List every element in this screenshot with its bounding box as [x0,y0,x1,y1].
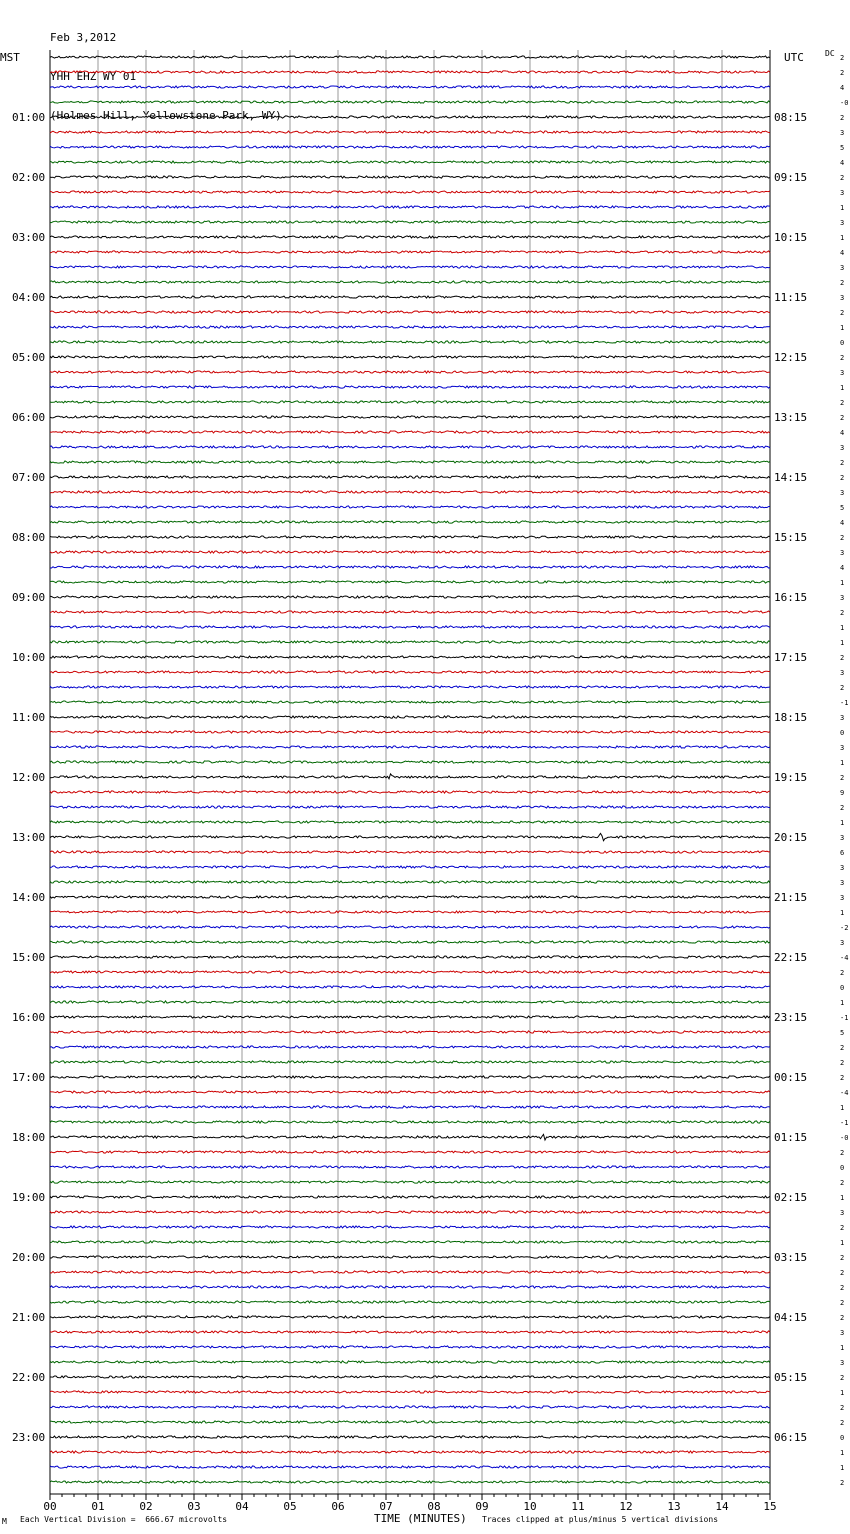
dc-offset-label: -0 [840,99,849,107]
seismic-trace [50,176,770,178]
seismic-trace [50,806,770,808]
seismic-trace [50,761,770,763]
seismic-trace [50,146,770,148]
seismic-trace [50,911,770,913]
seismic-trace [50,881,770,883]
seismic-trace [50,1316,770,1318]
seismic-trace [50,131,770,133]
seismic-trace [50,1331,770,1333]
dc-offset-label: 1 [840,639,845,647]
seismic-trace [50,236,770,238]
hour-label-left: 08:00 [12,531,46,544]
seismic-trace [50,86,770,88]
seismic-trace [50,821,770,823]
seismic-trace [50,1061,770,1063]
seismic-trace [50,566,770,568]
seismic-trace [50,1466,770,1468]
dc-offset-label: 3 [840,594,845,602]
dc-offset-label: 1 [840,1239,845,1247]
dc-offset-label: 4 [840,249,845,257]
dc-offset-label: 0 [840,339,845,347]
seismic-trace [50,1181,770,1183]
seismic-trace [50,1151,770,1153]
seismic-trace [50,356,770,358]
x-tick-label: 09 [475,1500,489,1513]
hour-label-right: 10:15 [774,231,808,244]
x-axis-title: TIME (MINUTES) [374,1512,467,1525]
hour-label-left: 07:00 [12,471,46,484]
hour-label-left: 06:00 [12,411,46,424]
seismic-trace [50,833,770,840]
seismic-trace [50,774,770,779]
dc-offset-label: 2 [840,534,845,542]
seismic-trace [50,731,770,733]
seismic-trace [50,866,770,868]
hour-label-left: 13:00 [12,831,46,844]
hour-label-left: 15:00 [12,951,46,964]
hour-label-right: 16:15 [774,591,808,604]
seismic-trace [50,1301,770,1303]
hour-label-right: 15:15 [774,531,808,544]
dc-offset-label: 2 [840,174,845,182]
seismic-trace [50,521,770,523]
x-tick-label: 06 [331,1500,345,1513]
left-timezone-label: MST [0,51,20,64]
dc-offset-label: 1 [840,999,845,1007]
seismic-trace [50,1286,770,1288]
x-tick-label: 03 [187,1500,201,1513]
dc-offset-label: 1 [840,1449,845,1457]
dc-offset-label: 3 [840,744,845,752]
dc-offset-label: 1 [840,909,845,917]
seismic-trace [50,956,770,958]
dc-offset-label: 3 [840,189,845,197]
seismic-trace [50,1376,770,1378]
dc-offset-label: -0 [840,1134,849,1142]
right-timezone-label: UTC [784,51,804,64]
dc-offset-label: 2 [840,1254,845,1262]
hour-label-left: 21:00 [12,1311,46,1324]
hour-label-left: 11:00 [12,711,46,724]
seismic-trace [50,971,770,973]
dc-offset-label: 2 [840,1149,845,1157]
dc-offset-label: 3 [840,894,845,902]
dc-offset-label: 2 [840,1044,845,1052]
seismic-trace [50,296,770,298]
dc-offset-label: -1 [840,699,849,707]
seismic-trace [50,716,770,718]
dc-offset-label: 2 [840,1224,845,1232]
x-tick-label: 14 [715,1500,729,1513]
hour-label-left: 22:00 [12,1371,46,1384]
hour-label-left: 19:00 [12,1191,46,1204]
dc-offset-label: 2 [840,474,845,482]
seismic-trace [50,1346,770,1348]
dc-offset-label: 2 [840,279,845,287]
dc-offset-label: 1 [840,324,845,332]
dc-offset-label: 1 [840,1389,845,1397]
seismic-trace [50,266,770,268]
station-location: (Holmes Hill, Yellowstone Park, WY) [50,109,282,122]
chart-date: Feb 3,2012 [50,31,117,44]
x-tick-label: 10 [523,1500,537,1513]
dc-offset-label: 4 [840,429,845,437]
hour-label-left: 03:00 [12,231,46,244]
seismic-trace [50,596,770,598]
dc-offset-label: 0 [840,729,845,737]
seismic-trace [50,56,770,58]
hour-label-right: 18:15 [774,711,808,724]
hour-label-left: 09:00 [12,591,46,604]
seismic-trace [50,551,770,553]
seismic-trace [50,101,770,103]
dc-offset-label: 0 [840,1164,845,1172]
seismic-trace [50,851,770,853]
x-tick-label: 08 [427,1500,441,1513]
hour-label-right: 14:15 [774,471,808,484]
dc-offset-label: 3 [840,714,845,722]
seismic-trace [50,656,770,658]
dc-offset-label: 3 [840,219,845,227]
seismic-trace [50,611,770,613]
x-tick-label: 05 [283,1500,297,1513]
hour-label-right: 22:15 [774,951,808,964]
dc-offset-label: 9 [840,789,845,797]
dc-offset-label: 1 [840,1464,845,1472]
hour-label-left: 01:00 [12,111,46,124]
hour-label-left: 10:00 [12,651,46,664]
x-tick-label: 02 [139,1500,153,1513]
seismic-trace [50,791,770,793]
dc-offset-label: 3 [840,549,845,557]
seismic-trace [50,1016,770,1018]
seismic-trace [50,431,770,433]
dc-offset-label: 5 [840,1029,845,1037]
hour-label-left: 23:00 [12,1431,46,1444]
seismic-trace [50,461,770,463]
seismic-trace [50,161,770,163]
dc-offset-label: 2 [840,54,845,62]
dc-offset-label: 6 [840,849,845,857]
seismic-trace [50,1121,770,1123]
seismic-trace [50,986,770,988]
hour-label-left: 02:00 [12,171,46,184]
hour-label-left: 16:00 [12,1011,46,1024]
seismic-trace [50,1106,770,1108]
seismic-trace [50,1031,770,1033]
dc-offset-label: -1 [840,1119,849,1127]
seismic-trace [50,326,770,328]
dc-offset-label: 2 [840,1479,845,1487]
hour-label-right: 20:15 [774,831,808,844]
seismic-trace [50,1076,770,1078]
seismic-trace [50,1166,770,1168]
hour-label-right: 12:15 [774,351,808,364]
dc-offset-label: 4 [840,564,845,572]
seismic-trace [50,1451,770,1453]
seismic-trace [50,1406,770,1408]
seismic-trace [50,671,770,673]
dc-offset-label: 5 [840,504,845,512]
dc-offset-label: 3 [840,879,845,887]
x-tick-label: 11 [571,1500,585,1513]
dc-offset-label: 2 [840,1059,845,1067]
dc-offset-label: 3 [840,369,845,377]
dc-offset-label: 2 [840,414,845,422]
dc-offset-label: 2 [840,1179,845,1187]
dc-offset-label: 3 [840,939,845,947]
seismic-trace [50,1134,770,1140]
hour-label-right: 21:15 [774,891,808,904]
dc-offset-label: 1 [840,384,845,392]
hour-label-left: 14:00 [12,891,46,904]
x-tick-label: 07 [379,1500,393,1513]
seismic-trace [50,506,770,508]
dc-offset-label: 3 [840,444,845,452]
seismic-trace [50,386,770,388]
seismic-trace [50,206,770,208]
seismic-trace [50,1091,770,1093]
dc-offset-label: 0 [840,984,845,992]
dc-offset-label: 1 [840,624,845,632]
hour-label-right: 19:15 [774,771,808,784]
dc-offset-label: 1 [840,759,845,767]
seismic-trace [50,641,770,643]
scale-note: Each Vertical Division = 666.67 microvolts [20,1515,228,1524]
dc-offset-label: 1 [840,1104,845,1112]
seismic-trace [50,896,770,898]
x-tick-label: 00 [43,1500,57,1513]
seismic-trace [50,476,770,478]
dc-offset-label: 5 [840,144,845,152]
seismic-trace [50,1211,770,1213]
dc-offset-label: 1 [840,234,845,242]
dc-offset-label: 2 [840,1284,845,1292]
hour-label-right: 17:15 [774,651,808,664]
dc-offset-label: 4 [840,159,845,167]
dc-offset-label: 3 [840,264,845,272]
hour-label-left: 05:00 [12,351,46,364]
station-code: YHH EHZ WY 01 [50,70,137,83]
seismic-trace [50,191,770,193]
seismic-trace [50,281,770,283]
dc-offset-label: 2 [840,1374,845,1382]
dc-offset-label: 2 [840,309,845,317]
dc-offset-label: 4 [840,519,845,527]
hour-label-left: 17:00 [12,1071,46,1084]
seismic-trace [50,1241,770,1243]
dc-offset-label: 2 [840,69,845,77]
seismic-trace [50,311,770,313]
seismic-trace [50,1391,770,1393]
x-tick-label: 13 [667,1500,681,1513]
seismic-trace [50,941,770,943]
seismic-trace [50,221,770,223]
seismic-trace [50,701,770,703]
hour-label-right: 03:15 [774,1251,808,1264]
dc-offset-label: 3 [840,294,845,302]
hour-label-right: 11:15 [774,291,808,304]
dc-offset-label: 3 [840,669,845,677]
dc-offset-label: 2 [840,1419,845,1427]
dc-offset-label: -2 [840,924,849,932]
dc-offset-label: 4 [840,84,845,92]
seismic-trace [50,1256,770,1258]
dc-offset-label: 3 [840,864,845,872]
seismic-trace [50,341,770,343]
clip-note: Traces clipped at plus/minus 5 vertical divisions [482,1515,719,1524]
seismic-trace [50,446,770,448]
seismic-trace [50,1271,770,1273]
dc-offset-label: 3 [840,129,845,137]
dc-offset-label: 3 [840,489,845,497]
seismic-trace [50,116,770,118]
dc-offset-label: 1 [840,1344,845,1352]
dc-column-label: DC [825,49,835,58]
dc-offset-label: 2 [840,774,845,782]
hour-label-right: 01:15 [774,1131,808,1144]
dc-offset-label: 3 [840,834,845,842]
seismic-trace [50,536,770,538]
hour-label-right: 13:15 [774,411,808,424]
dc-offset-label: 3 [840,1359,845,1367]
seismic-trace [50,251,770,253]
seismic-trace [50,1436,770,1438]
dc-offset-label: -4 [840,1089,849,1097]
dc-offset-label: 2 [840,114,845,122]
hour-label-right: 06:15 [774,1431,808,1444]
hour-label-left: 18:00 [12,1131,46,1144]
dc-offset-label: 2 [840,654,845,662]
x-tick-label: 04 [235,1500,249,1513]
corner-mark: M [2,1517,7,1526]
seismic-trace [50,626,770,628]
dc-offset-label: 1 [840,819,845,827]
seismic-trace [50,416,770,418]
dc-offset-label: 2 [840,1074,845,1082]
seismic-trace [50,1196,770,1198]
seismic-trace [50,746,770,748]
hour-label-right: 23:15 [774,1011,808,1024]
dc-offset-label: 1 [840,1194,845,1202]
seismic-trace [50,401,770,403]
dc-offset-label: 1 [840,579,845,587]
dc-offset-label: 2 [840,684,845,692]
dc-offset-label: 2 [840,399,845,407]
dc-offset-label: 0 [840,1434,845,1442]
hour-label-left: 20:00 [12,1251,46,1264]
dc-offset-label: 2 [840,1269,845,1277]
dc-offset-label: 2 [840,1314,845,1322]
seismic-trace [50,371,770,373]
seismic-trace [50,1361,770,1363]
hour-label-left: 04:00 [12,291,46,304]
hour-label-right: 00:15 [774,1071,808,1084]
seismic-trace [50,1481,770,1483]
dc-offset-label: 2 [840,1299,845,1307]
dc-offset-label: -1 [840,1014,849,1022]
dc-offset-label: 2 [840,354,845,362]
seismic-trace [50,491,770,493]
seismic-trace [50,1046,770,1048]
seismic-trace [50,1226,770,1228]
dc-offset-label: 2 [840,1404,845,1412]
hour-label-right: 08:15 [774,111,808,124]
x-tick-label: 12 [619,1500,633,1513]
seismic-trace [50,1001,770,1003]
hour-label-right: 09:15 [774,171,808,184]
dc-offset-label: 2 [840,609,845,617]
seismic-trace [50,71,770,73]
dc-offset-label: 3 [840,1209,845,1217]
x-tick-label: 01 [91,1500,105,1513]
dc-offset-label: 2 [840,804,845,812]
hour-label-right: 02:15 [774,1191,808,1204]
hour-label-right: 05:15 [774,1371,808,1384]
seismic-trace [50,686,770,688]
dc-offset-label: 1 [840,204,845,212]
seismic-trace [50,1421,770,1423]
dc-offset-label: 2 [840,969,845,977]
dc-offset-label: -4 [840,954,849,962]
dc-offset-label: 2 [840,459,845,467]
seismic-trace [50,581,770,583]
dc-offset-label: 3 [840,1329,845,1337]
seismic-trace [50,926,770,928]
hour-label-right: 04:15 [774,1311,808,1324]
x-tick-label: 15 [763,1500,777,1513]
hour-label-left: 12:00 [12,771,46,784]
